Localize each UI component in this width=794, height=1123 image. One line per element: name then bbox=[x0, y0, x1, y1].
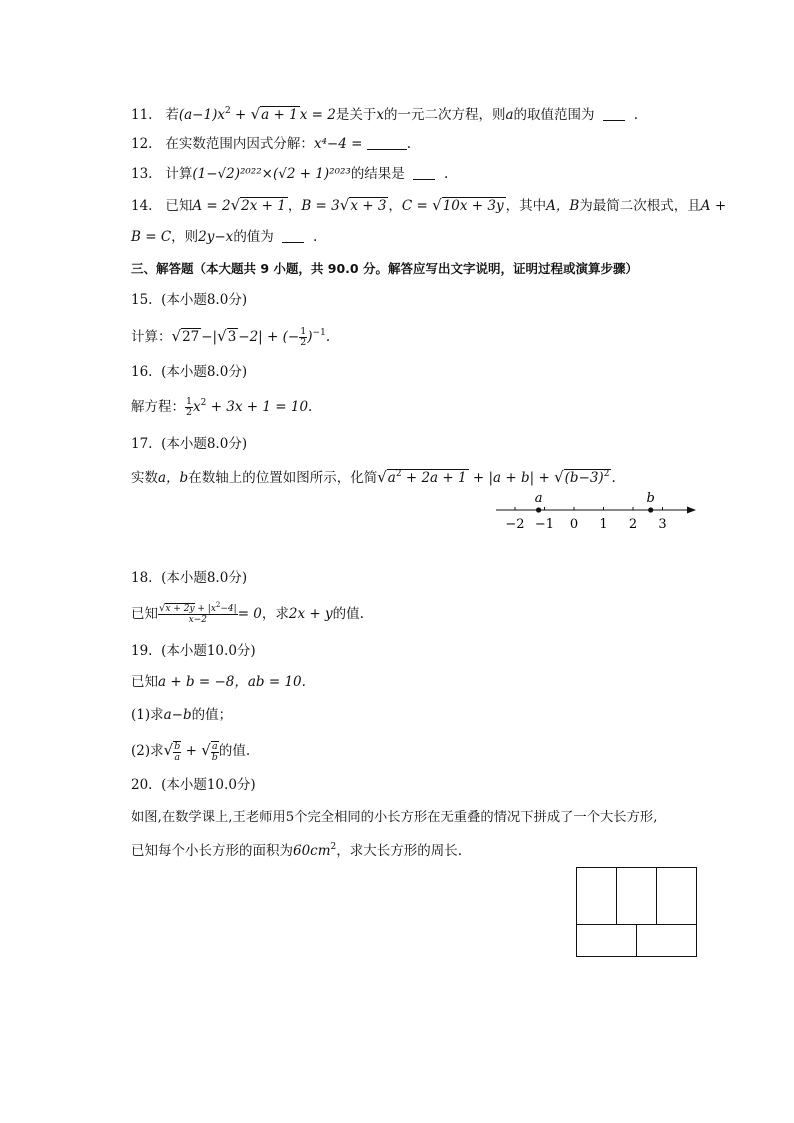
question-14: 14. 已知A = 2√2x + 1 ，B = 3√x + 3 ，C = √10x + 3y ，其中A，B为最简二次根式，且A + bbox=[131, 196, 727, 214]
question-12: 12. 在实数范围内因式分解：x⁴−4 = . bbox=[131, 136, 411, 152]
question-14-line2: B = C，则2y−x的值为 . bbox=[131, 229, 318, 245]
tick-label: 2 bbox=[628, 517, 638, 532]
point-label-a: a bbox=[534, 491, 543, 506]
question-15-header: 15. (本小题8.0分) bbox=[131, 292, 248, 308]
question-18-body: 已知 $\frac{√x + 2y + |x^2-4|}{x-2}$ = 0，求2x + y的值. bbox=[131, 601, 364, 625]
point-label-b: b bbox=[646, 491, 655, 506]
section-heading: 三、解答题（本大题共 9 小题，共 90.0 分。解答应写出文字说明，证明过程或演算步骤） bbox=[131, 261, 638, 276]
question-17-header: 17. (本小题8.0分) bbox=[131, 436, 248, 452]
question-16-header: 16. (本小题8.0分) bbox=[131, 364, 248, 380]
q11-equation: $(a-1)x^2 + √a + 1$ x = 2 bbox=[178, 105, 336, 123]
question-19-condition: 已知a + b = −8，ab = 10. bbox=[131, 674, 306, 690]
number-line bbox=[490, 488, 700, 532]
question-17-body: 实数a，b在数轴上的位置如图所示，化简$√a^2 + 2a + 1 + |a + b| + √(b-3)^2$ . bbox=[131, 468, 616, 486]
tick-label: −1 bbox=[534, 517, 555, 532]
question-13: 13. 计算(1−√2)²⁰²²×(√2 + 1)²⁰²³的结果是 . bbox=[131, 166, 449, 182]
answer-blank[interactable] bbox=[413, 167, 435, 180]
question-19-header: 19. (本小题10.0分) bbox=[131, 643, 256, 659]
question-18-header: 18. (本小题8.0分) bbox=[131, 570, 248, 586]
question-19-part1: (1)求a−b的值； bbox=[131, 707, 233, 723]
tick-label: 3 bbox=[658, 517, 667, 532]
q13-expression: (1−√2)²⁰²²×(√2 + 1)²⁰²³ bbox=[192, 166, 351, 182]
answer-blank[interactable] bbox=[367, 137, 407, 150]
answer-blank[interactable] bbox=[603, 108, 625, 121]
question-20-line2: 已知每个小长方形的面积为$60cm^2$，求大长方形的周长. bbox=[131, 842, 463, 859]
rectangle-figure bbox=[576, 867, 698, 958]
question-20-header: 20. (本小题10.0分) bbox=[131, 777, 256, 793]
arrow-icon bbox=[687, 507, 696, 514]
point-b bbox=[648, 507, 653, 512]
question-16-body: 解方程： $\frac{1}{2}$ $x^2 + 3x + 1 = 10$. bbox=[131, 396, 313, 418]
tick-label: 0 bbox=[569, 517, 579, 532]
question-11: 11. 若$(a-1)x^2 + √a + 1$ x = 2是关于x的一元二次方程，则a的取值范围为 . bbox=[131, 105, 638, 123]
question-20-line1: 如图,在数学课上,王老师用5个完全相同的小长方形在无重叠的情况下拼成了一个大长方形, bbox=[131, 810, 658, 825]
tick-label: 1 bbox=[599, 517, 608, 532]
tick-label: −2 bbox=[505, 517, 525, 532]
question-19-part2: (2)求√ $\frac{b}{a}$ + √ $\frac{a}{b}$ 的值. bbox=[131, 740, 251, 763]
answer-blank[interactable] bbox=[282, 230, 304, 243]
question-15-body: 计算：√27 −|√3 −2| + (− $\frac{1}{2}$ )$^{-1}$. bbox=[131, 326, 331, 348]
point-a bbox=[536, 507, 541, 512]
